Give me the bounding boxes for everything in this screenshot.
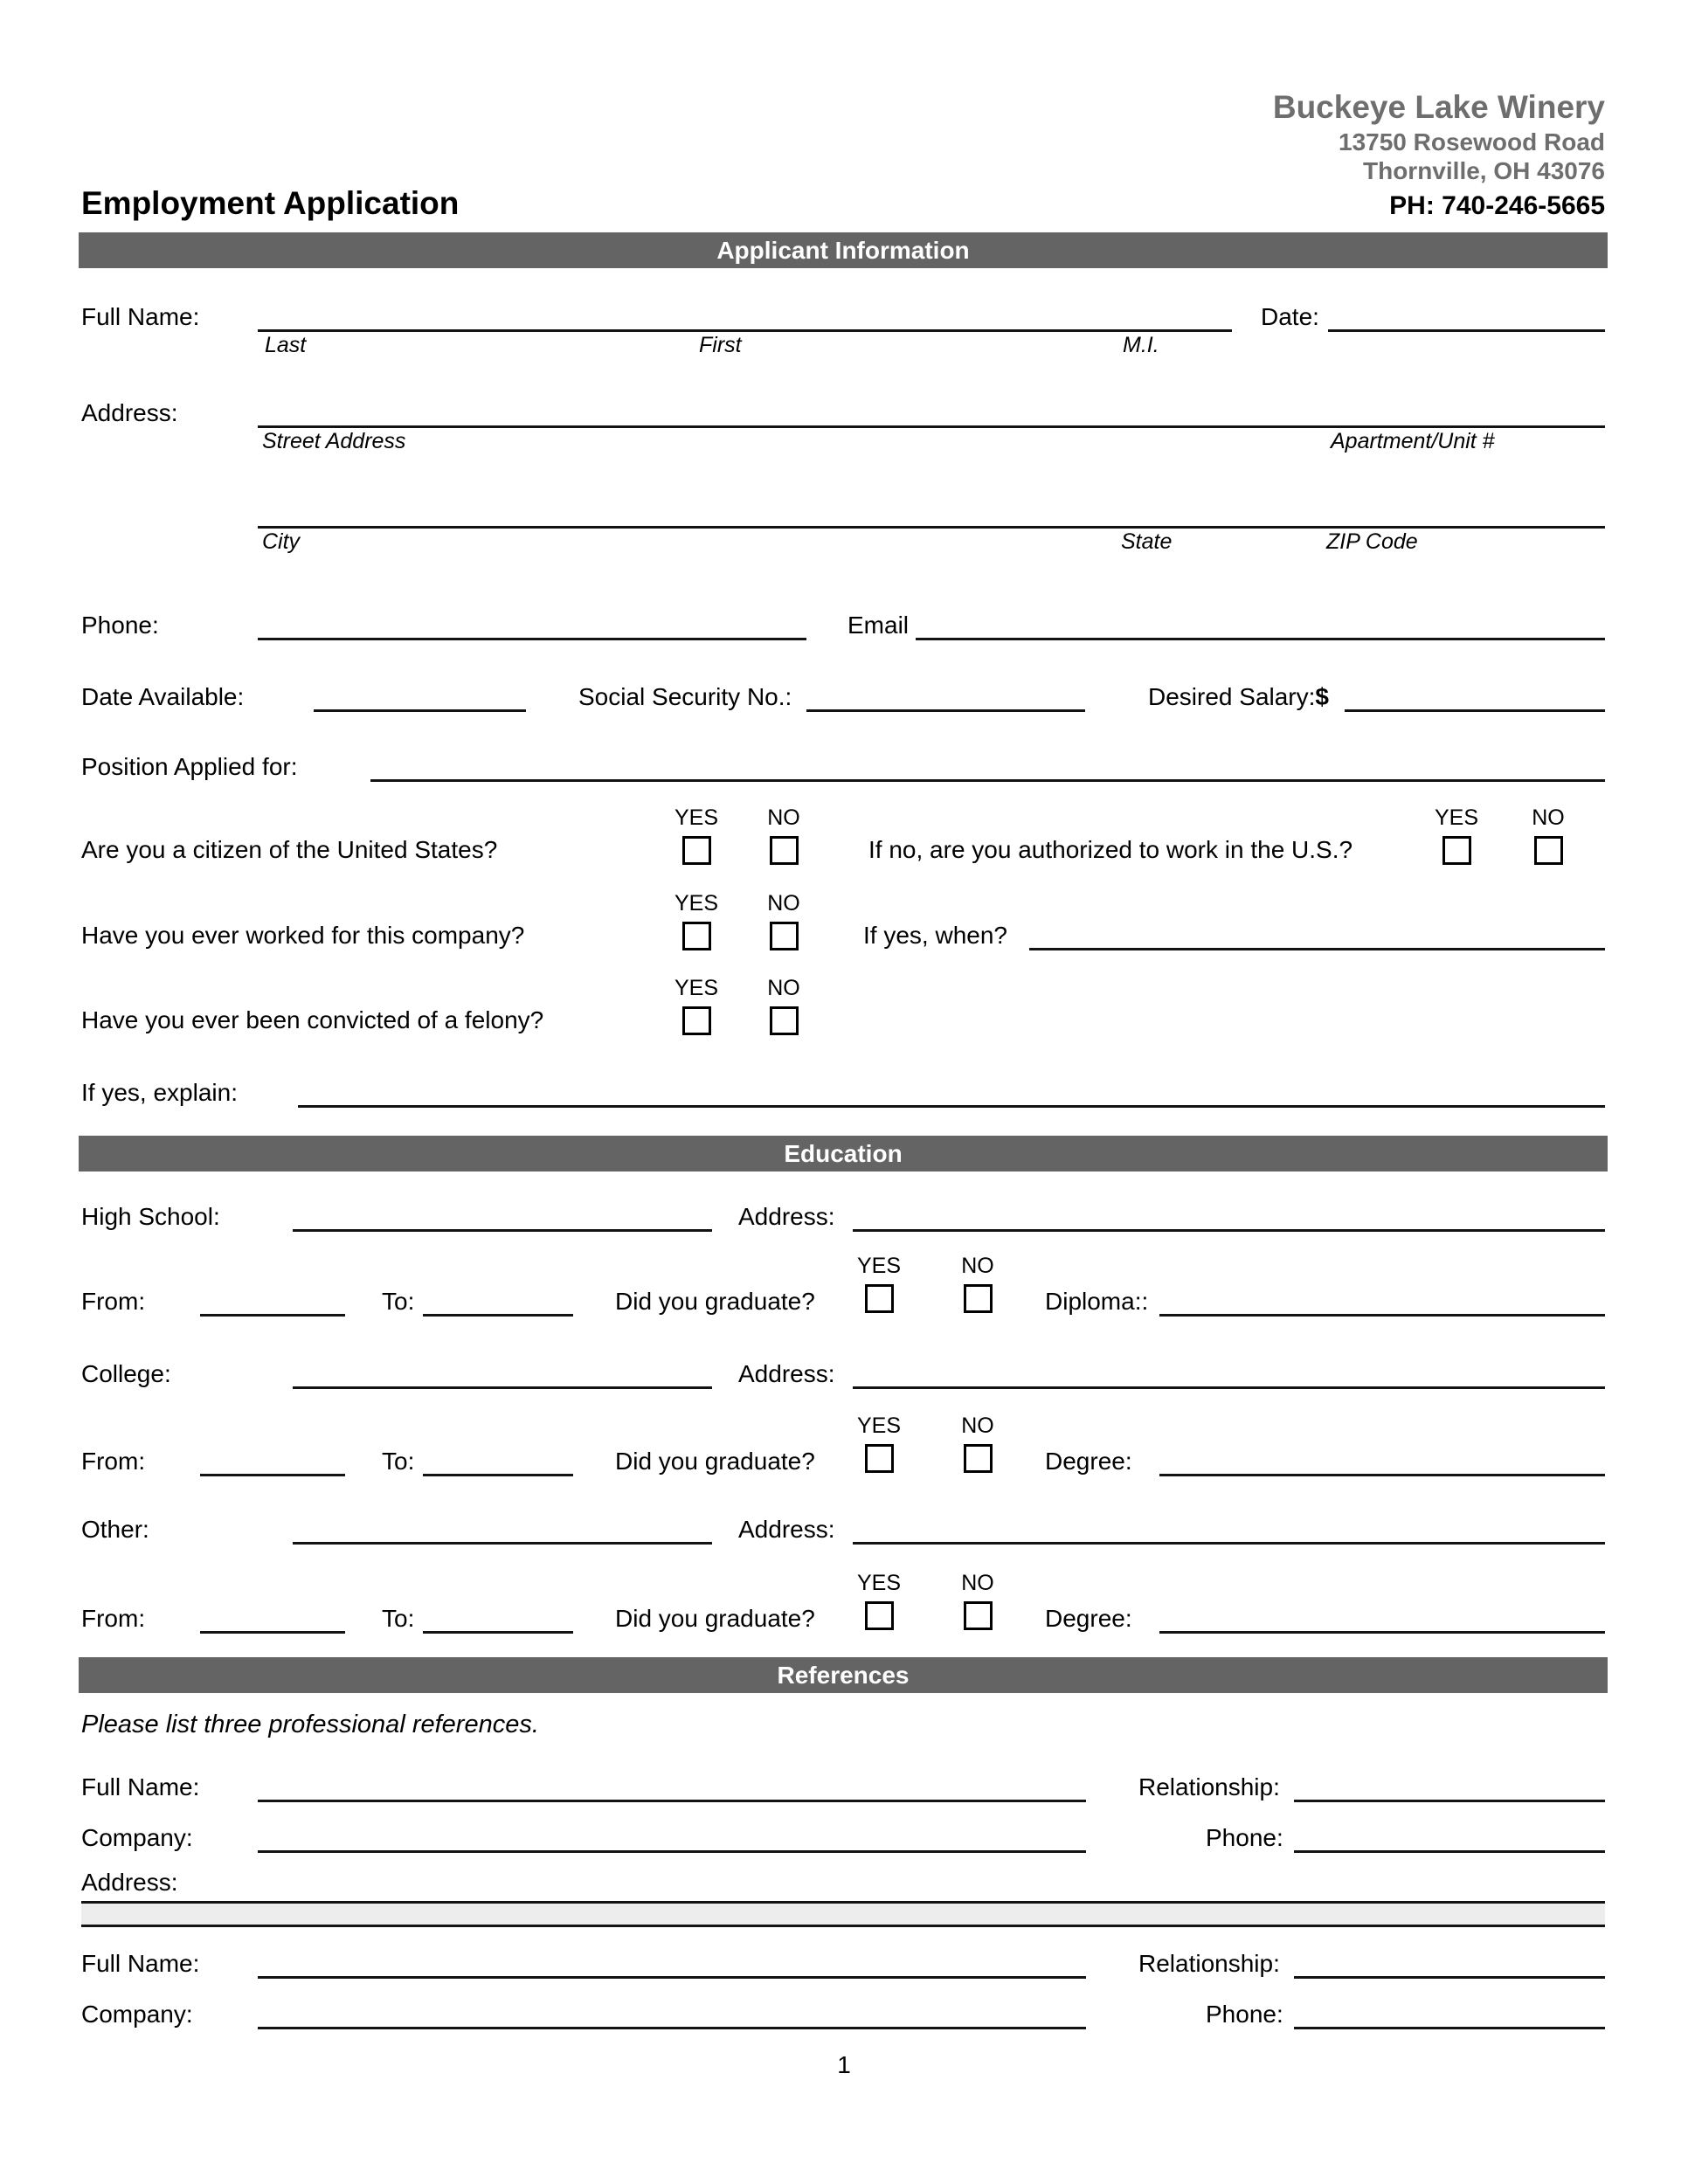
- position-label: Position Applied for:: [81, 753, 298, 780]
- state-sublabel: State: [1121, 529, 1173, 554]
- to-label: To:: [382, 1288, 415, 1315]
- other-address-label: Address:: [738, 1516, 835, 1543]
- yes-label: YES: [674, 891, 719, 916]
- date-available-label: Date Available:: [81, 683, 245, 710]
- phone-line[interactable]: [258, 608, 806, 640]
- college-row: [81, 1354, 1605, 1389]
- explain-row: [81, 1073, 1605, 1108]
- phone-label: Phone:: [81, 612, 159, 639]
- college-from-line[interactable]: [200, 1444, 345, 1476]
- other-graduate-yes-option: [853, 1572, 905, 1634]
- other-dates-row: [81, 1571, 1605, 1634]
- hs-graduate-no-checkbox[interactable]: [964, 1284, 993, 1313]
- graduate-label: Did you graduate?: [615, 1288, 815, 1315]
- other-address-line[interactable]: [853, 1512, 1605, 1545]
- ref1-name-row: [81, 1767, 1605, 1802]
- felony-yes-checkbox[interactable]: [682, 1006, 711, 1035]
- worked-no-option: [758, 892, 810, 950]
- ref1-company-label: Company:: [81, 1824, 193, 1851]
- from-label: From:: [81, 1605, 146, 1632]
- ref-address-label-row: [81, 1866, 1605, 1897]
- high-school-row: [81, 1197, 1605, 1232]
- hs-from-line[interactable]: [200, 1284, 345, 1317]
- date-label: Date:: [1261, 303, 1319, 330]
- college-graduate-yes-option: [853, 1414, 905, 1476]
- to-label: To:: [382, 1605, 415, 1632]
- desired-salary-label: Desired Salary:$: [1148, 683, 1329, 710]
- position-row: [81, 747, 1605, 782]
- section-header-applicant-information: Applicant Information: [79, 232, 1608, 268]
- other-graduate-no-checkbox[interactable]: [964, 1601, 993, 1630]
- felony-yes-option: [670, 977, 723, 1035]
- address-label: Address:: [81, 399, 178, 426]
- ref2-company-line[interactable]: [258, 1997, 1086, 2029]
- company-address-line2: Thornville, OH 43076: [1363, 157, 1605, 184]
- yes-label: YES: [674, 805, 719, 830]
- apartment-sublabel: Apartment/Unit #: [1331, 429, 1495, 453]
- ref2-full-name-label: Full Name:: [81, 1950, 200, 1977]
- felony-question-row: [81, 976, 1605, 1035]
- authorized-question: If no, are you authorized to work in the U.S.?: [868, 836, 1353, 863]
- no-label: NO: [961, 1571, 994, 1595]
- ref1-company-line[interactable]: [258, 1821, 1086, 1853]
- mi-sublabel: M.I.: [1123, 333, 1159, 357]
- from-label: From:: [81, 1448, 146, 1475]
- authorized-yes-checkbox[interactable]: [1442, 836, 1471, 865]
- other-name-line[interactable]: [293, 1512, 712, 1545]
- ref1-company-row: [81, 1818, 1605, 1853]
- college-graduate-no-checkbox[interactable]: [964, 1444, 993, 1473]
- address-row: [81, 391, 1605, 453]
- yes-label: YES: [856, 1413, 902, 1438]
- authorized-no-checkbox[interactable]: [1534, 836, 1563, 865]
- ref2-phone-line[interactable]: [1294, 1997, 1605, 2029]
- company-name: Buckeye Lake Winery: [1272, 89, 1605, 125]
- company-phone: PH: 740-246-5665: [1389, 191, 1605, 220]
- first-sublabel: First: [699, 333, 742, 357]
- hs-diploma-line[interactable]: [1159, 1284, 1605, 1317]
- no-label: NO: [1532, 805, 1565, 830]
- explain-label: If yes, explain:: [81, 1079, 238, 1106]
- from-label: From:: [81, 1288, 146, 1315]
- ref1-phone-line[interactable]: [1294, 1821, 1605, 1853]
- zip-sublabel: ZIP Code: [1326, 529, 1418, 554]
- college-dates-row: [81, 1413, 1605, 1476]
- ref-address-lines[interactable]: [81, 1901, 1605, 1927]
- city-sublabel: City: [262, 529, 301, 554]
- worked-no-checkbox[interactable]: [770, 922, 799, 950]
- page-number: 1: [837, 2051, 851, 2078]
- full-name-label: Full Name:: [81, 303, 200, 330]
- ref1-relationship-line[interactable]: [1294, 1770, 1605, 1802]
- references-note: Please list three professional references.: [81, 1711, 539, 1738]
- hs-graduate-no-option: [951, 1254, 1004, 1317]
- diploma-label: Diploma::: [1045, 1288, 1149, 1315]
- ref2-company-row: [81, 1994, 1605, 2029]
- no-label: NO: [767, 805, 800, 830]
- phone-email-row: [81, 605, 1605, 640]
- yes-label: YES: [1434, 805, 1479, 830]
- to-label: To:: [382, 1448, 415, 1475]
- citizen-no-checkbox[interactable]: [770, 836, 799, 865]
- form-title: Employment Application: [81, 185, 460, 221]
- when-label: If yes, when?: [863, 922, 1007, 949]
- worked-question: Have you ever worked for this company?: [81, 922, 525, 949]
- college-address-line[interactable]: [853, 1357, 1605, 1389]
- hs-to-line[interactable]: [423, 1284, 573, 1317]
- hs-name-line[interactable]: [293, 1199, 712, 1232]
- explain-line[interactable]: [298, 1075, 1605, 1108]
- date-available-line[interactable]: [314, 680, 526, 712]
- no-label: NO: [961, 1413, 994, 1438]
- citizen-question: Are you a citizen of the United States?: [81, 836, 498, 863]
- degree-label: Degree:: [1045, 1605, 1132, 1632]
- yes-label: YES: [856, 1571, 902, 1595]
- dollar-sign: $: [1315, 683, 1329, 710]
- when-line[interactable]: [1029, 918, 1605, 950]
- felony-question: Have you ever been convicted of a felony?: [81, 1006, 544, 1033]
- desired-salary-line[interactable]: [1345, 680, 1605, 712]
- felony-no-option: [758, 977, 810, 1035]
- authorized-yes-option: [1430, 806, 1483, 865]
- worked-yes-option: [670, 892, 723, 950]
- other-degree-line[interactable]: [1159, 1601, 1605, 1634]
- company-address-line1: 13750 Rosewood Road: [1339, 128, 1605, 156]
- ssn-label: Social Security No.:: [578, 683, 792, 710]
- college-graduate-no-option: [951, 1414, 1004, 1476]
- yes-label: YES: [856, 1254, 902, 1278]
- yes-label: YES: [674, 976, 719, 1000]
- street-address-sublabel: Street Address: [262, 429, 406, 453]
- hs-address-label: Address:: [738, 1203, 835, 1230]
- last-sublabel: Last: [265, 333, 307, 357]
- hs-graduate-yes-checkbox[interactable]: [865, 1284, 894, 1313]
- other-from-line[interactable]: [200, 1601, 345, 1634]
- college-address-label: Address:: [738, 1360, 835, 1387]
- section-header-references: References: [79, 1657, 1608, 1693]
- position-line[interactable]: [370, 750, 1605, 782]
- ref1-full-name-label: Full Name:: [81, 1773, 200, 1800]
- other-graduate-yes-checkbox[interactable]: [865, 1601, 894, 1630]
- worked-question-row: [81, 891, 1605, 950]
- no-label: NO: [767, 976, 800, 1000]
- citizen-yes-option: [670, 806, 723, 865]
- ref2-relationship-label: Relationship:: [1138, 1950, 1280, 1977]
- other-graduate-no-option: [951, 1572, 1004, 1634]
- other-school-row: [81, 1510, 1605, 1545]
- email-line[interactable]: [916, 608, 1605, 640]
- citizen-no-option: [758, 806, 810, 865]
- city-state-zip-row: [81, 461, 1605, 554]
- ref-address-label: Address:: [81, 1869, 178, 1896]
- high-school-label: High School:: [81, 1203, 220, 1230]
- other-to-line[interactable]: [423, 1601, 573, 1634]
- degree-label: Degree:: [1045, 1448, 1132, 1475]
- ref2-name-row: [81, 1944, 1605, 1979]
- college-label: College:: [81, 1360, 171, 1387]
- ref2-full-name-line[interactable]: [258, 1946, 1086, 1979]
- no-label: NO: [767, 891, 800, 916]
- graduate-label: Did you graduate?: [615, 1605, 815, 1632]
- worked-yes-checkbox[interactable]: [682, 922, 711, 950]
- hs-graduate-yes-option: [853, 1254, 905, 1317]
- hs-address-line[interactable]: [853, 1199, 1605, 1232]
- college-graduate-yes-checkbox[interactable]: [865, 1444, 894, 1473]
- high-school-dates-row: [81, 1254, 1605, 1317]
- ref2-relationship-line[interactable]: [1294, 1946, 1605, 1979]
- citizen-question-row: [81, 805, 1605, 865]
- no-label: NO: [961, 1254, 994, 1278]
- street-address-line[interactable]: [258, 396, 1605, 453]
- other-label: Other:: [81, 1516, 149, 1543]
- college-name-line[interactable]: [293, 1357, 712, 1389]
- ref1-phone-label: Phone:: [1206, 1824, 1283, 1851]
- college-to-line[interactable]: [423, 1444, 573, 1476]
- ssn-line[interactable]: [806, 680, 1085, 712]
- felony-no-checkbox[interactable]: [770, 1006, 799, 1035]
- college-degree-line[interactable]: [1159, 1444, 1605, 1476]
- ref1-full-name-line[interactable]: [258, 1770, 1086, 1802]
- full-name-line[interactable]: [258, 300, 1232, 357]
- city-state-zip-line[interactable]: [258, 496, 1605, 554]
- date-line[interactable]: [1328, 300, 1605, 332]
- ref2-phone-label: Phone:: [1206, 2001, 1283, 2028]
- availability-row: [81, 677, 1605, 712]
- authorized-no-option: [1522, 806, 1574, 865]
- ref1-relationship-label: Relationship:: [1138, 1773, 1280, 1800]
- citizen-yes-checkbox[interactable]: [682, 836, 711, 865]
- full-name-row: [81, 295, 1605, 357]
- ref2-company-label: Company:: [81, 2001, 193, 2028]
- section-header-education: Education: [79, 1136, 1608, 1171]
- company-header: [1273, 87, 1605, 222]
- graduate-label: Did you graduate?: [615, 1448, 815, 1475]
- email-label: Email: [847, 612, 910, 639]
